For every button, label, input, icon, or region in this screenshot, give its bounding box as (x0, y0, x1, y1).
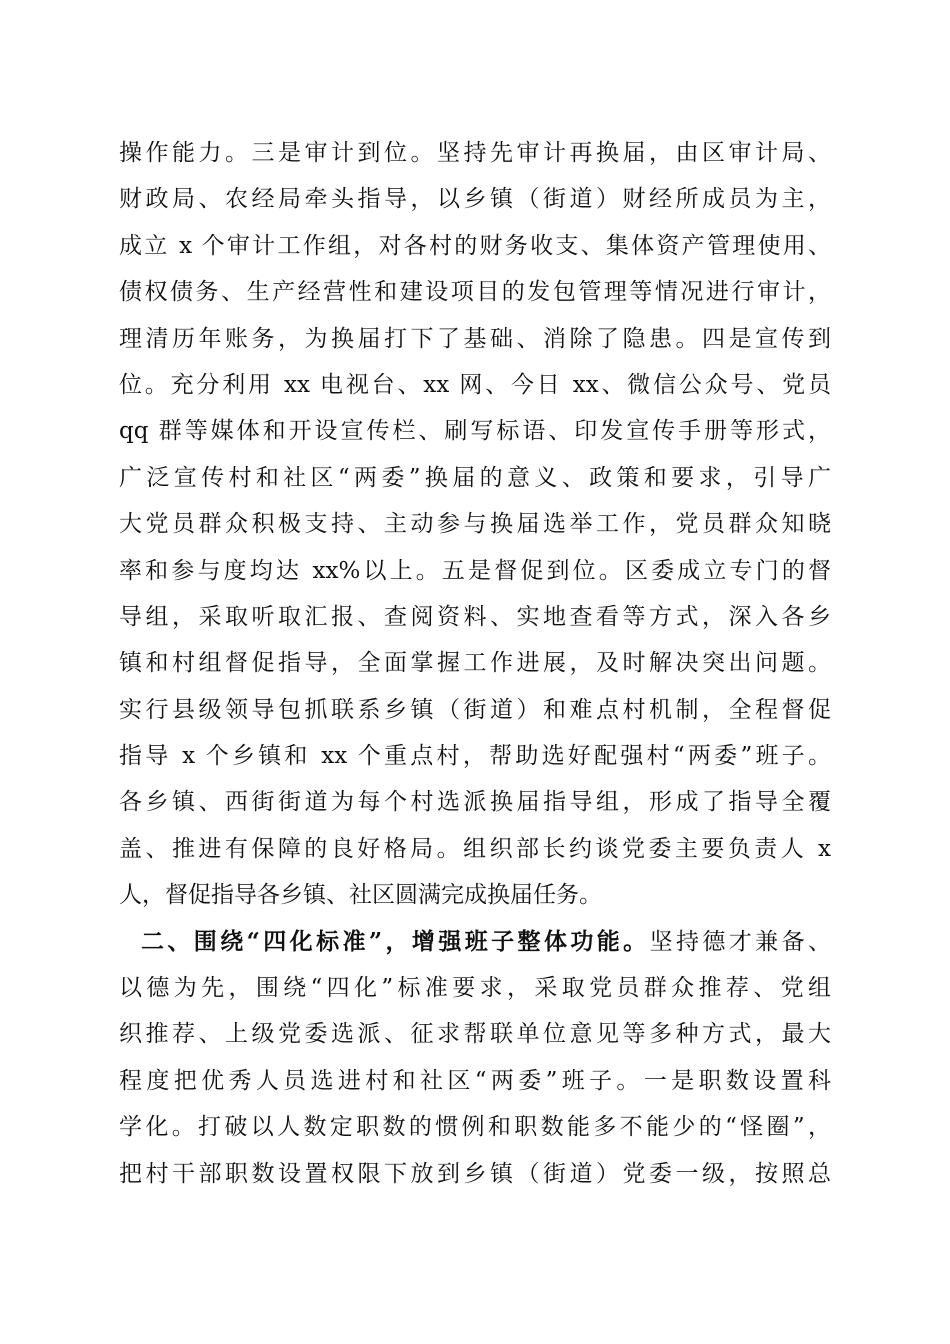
paragraph-line: 成立 x 个审计工作组，对各村的财务收支、集体资产管理使用、 (119, 232, 831, 259)
paragraph-line: 把村干部职数设置权限下放到乡镇（街道）党委一级，按照总 (119, 1160, 831, 1187)
document-body (119, 130, 831, 1197)
paragraph-line: 以德为先，围绕“四化”标准要求，采取党员群众推荐、党组 (119, 975, 831, 1002)
paragraph-line: 人，督促指导各乡镇、社区圆满完成换届任务。 (119, 882, 602, 909)
paragraph-line: 操作能力。三是审计到位。坚持先审计再换届，由区审计局、 (119, 140, 831, 166)
paragraph-line: 大党员群众积极支持、主动参与换届选举工作，党员群众知晓 (119, 511, 831, 538)
paragraph-line: 织推荐、上级党委选派、征求帮联单位意见等多种方式，最大 (119, 1021, 831, 1048)
paragraph-line: 理清历年账务，为换届打下了基础、消除了隐患。四是宣传到 (119, 325, 831, 352)
paragraph-line: 各乡镇、西街街道为每个村选派换届指导组，形成了指导全覆 (119, 789, 831, 816)
paragraph-line: qq 群等媒体和开设宣传栏、刷写标语、印发宣传手册等形式， (119, 418, 831, 445)
paragraph-line: 债权债务、生产经营性和建设项目的发包管理等情况进行审计， (119, 279, 831, 306)
paragraph-line: 镇和村组督促指导，全面掌握工作进展，及时解决突出问题。 (119, 650, 831, 677)
paragraph-line: 率和参与度均达 xx%以上。五是督促到位。区委成立专门的督 (119, 557, 831, 584)
paragraph-line: 广泛宣传村和社区“两委”换届的意义、政策和要求，引导广 (119, 464, 831, 491)
paragraph-line: 财政局、农经局牵头指导，以乡镇（街道）财经所成员为主， (119, 186, 831, 213)
paragraph-line: 导组，采取听取汇报、查阅资料、实地查看等方式，深入各乡 (119, 603, 831, 630)
paragraph-line: 指导 x 个乡镇和 xx 个重点村，帮助选好配强村“两委”班子。 (119, 743, 831, 770)
section-heading-line (119, 919, 831, 965)
paragraph-line: 盖、推进有保障的良好格局。组织部长约谈党委主要负责人 x (119, 835, 831, 862)
paragraph-line: 程度把优秀人员选进村和社区“两委”班子。一是职数设置科 (119, 1067, 831, 1094)
paragraph-line: 实行县级领导包抓联系乡镇（街道）和难点村机制，全程督促 (119, 696, 831, 723)
paragraph-line: 位。充分利用 xx 电视台、xx 网、今日 xx、微信公众号、党员 (119, 371, 831, 398)
section-heading: 二、围绕“四化标准”，增强班子整体功能。 (141, 927, 650, 955)
paragraph-line: 学化。打破以人数定职数的惯例和职数能多不能少的“怪圈”， (119, 1114, 831, 1141)
section-heading-rest: 坚持德才兼备、 (649, 928, 831, 955)
